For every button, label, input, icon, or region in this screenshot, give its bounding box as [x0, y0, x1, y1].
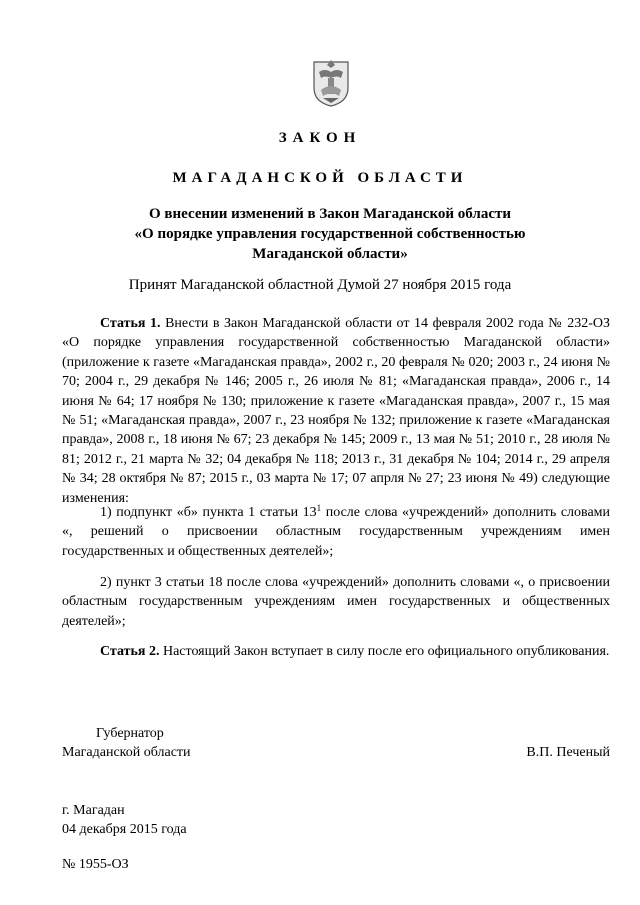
item-1-text-start: 1) подпункт «б» пункта 1 статьи 13 [100, 505, 317, 520]
region-name: МАГАДАНСКОЙ ОБЛАСТИ [172, 170, 468, 186]
signing-place: г. Магадан [62, 803, 125, 818]
article-2 [62, 642, 610, 661]
article-1-item-2 [62, 573, 610, 631]
article-2-label: Статья 2. [100, 644, 160, 659]
law-title-line: О внесении изменений в Закон Магаданской области [149, 206, 511, 222]
document-type: ЗАКОН [278, 130, 362, 146]
article-1 [62, 314, 610, 508]
law-title-line: «О порядке управления государственной собственностью [134, 226, 526, 242]
adoption-statement: Принят Магаданской областной Думой 27 ноября 2015 года [128, 277, 512, 293]
article-1-label: Статья 1. [100, 316, 161, 331]
coat-of-arms-icon [311, 58, 351, 108]
law-title [60, 204, 600, 264]
item-1-text-end: после слова «учреждений» дополнить словами «, решений о присвоении областным государственным учреждениям имен государственных и общественных деятелей»; [62, 505, 611, 559]
article-2-text: Настоящий Закон вступает в силу после его официального опубликования. [162, 644, 610, 659]
signatory-name: В.П. Печеный [526, 745, 610, 760]
law-title-line: Магаданской области» [252, 246, 408, 262]
signatory-title: Губернатор [96, 726, 164, 741]
article-1-text: Внести в Закон Магаданской области от 14 февраля 2002 года № 232-ОЗ «О порядке управления государственной собственностью Магаданской области» (приложение к газете «Магаданская правда», 2002 г., 20 февраля № 020; 2003 г., 24 июня № 70; 2004 г., 29 декабря № 146; 2005 г., 26 июля № 81; «Магаданская правда», 2006 г., 14 июня № 64; 17 ноября № 130; приложение к газете «Магаданская правда», 2007 г., 15 мая № 51; «Магаданская правда», 2007 г., 23 ноября № 132; приложение к газете «Магаданская правда», 2008 г., 18 июня № 67; 23 декабря № 145; 2009 г., 13 мая № 51; 2010 г., 28 июля № 81; 2012 г., 21 марта № 32; 04 декабря № 118; 2013 г., 31 декабря № 104; 2014 г., 29 апреля № 34; 28 октября № 87; 2015 г., 03 марта № 17; 07 апрля № 27; 23 июня № 49) следующие изменения: [62, 316, 611, 506]
signatory-region: Магаданской области [62, 745, 191, 760]
item-1-superscript: 1 [316, 503, 322, 513]
law-number: № 1955-ОЗ [62, 857, 129, 872]
item-2-text: 2) пункт 3 статьи 18 после слова «учреждений» дополнить словами «, о присвоении областным государственным учреждениям имен государственных и общественных деятелей»; [62, 575, 610, 629]
signing-date: 04 декабря 2015 года [62, 822, 187, 837]
article-1-item-1 [62, 503, 610, 561]
